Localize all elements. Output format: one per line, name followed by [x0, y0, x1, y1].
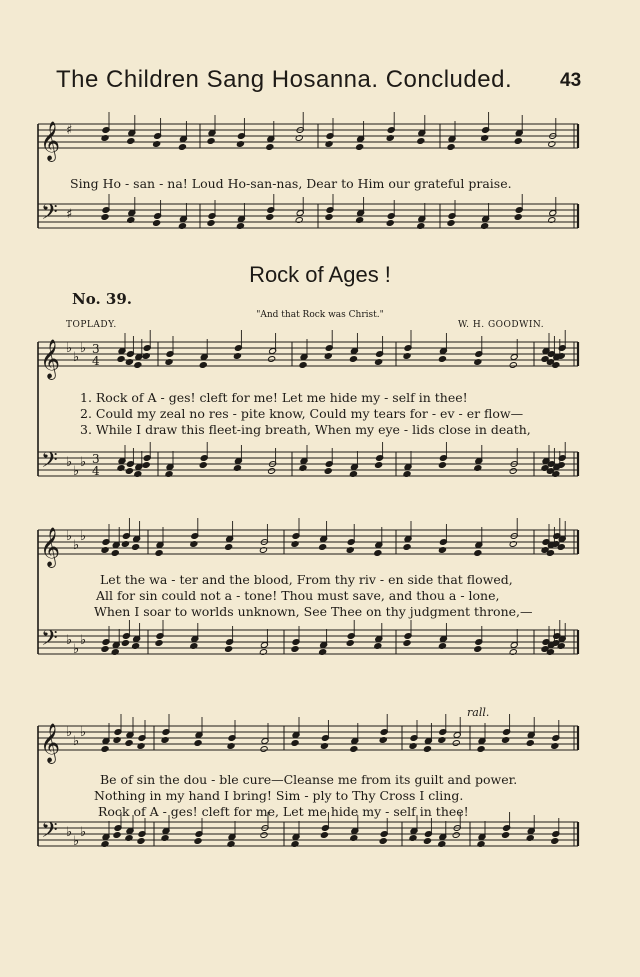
verse-2-line-2: All for sin could not a - tone! Thou must save, and thou a - lone,	[96, 588, 500, 603]
key-signature-accidental: ♭	[73, 734, 80, 749]
key-signature-accidental: ♭	[66, 825, 73, 840]
note	[502, 832, 510, 839]
key-signature-accidental: ♭	[80, 725, 87, 740]
note	[356, 144, 364, 151]
note	[225, 646, 233, 653]
note	[551, 838, 559, 845]
note	[155, 640, 163, 647]
treble-clef: 𝄞	[40, 527, 61, 567]
note	[474, 646, 482, 653]
page-number: 43	[560, 70, 582, 91]
verse-3-line-1: 3. While I draw this fleet-ing breath, When my eye - lids close in death,	[80, 422, 531, 437]
key-signature-accidental: ♭	[80, 825, 87, 840]
note	[155, 550, 163, 557]
verse-3-line-3: Rock of A - ges! cleft for me, Let me hide my - self in thee!	[98, 804, 469, 819]
page-title: The Children Sang Hosanna. Concluded.	[56, 66, 513, 93]
time-signature: 3	[92, 342, 100, 356]
note	[101, 646, 109, 653]
note	[526, 740, 534, 747]
note	[514, 138, 522, 145]
note	[417, 138, 425, 145]
note	[117, 356, 125, 363]
note	[101, 214, 109, 221]
note	[199, 362, 207, 369]
tempo-marking: rall.	[467, 706, 490, 719]
key-signature-accidental: ♭	[73, 538, 80, 553]
treble-clef: 𝄞	[40, 339, 61, 379]
time-signature: 4	[92, 354, 100, 368]
note	[514, 214, 522, 221]
half-note	[509, 468, 517, 475]
key-signature-accidental: ♭	[73, 642, 80, 657]
key-signature-accidental: ♭	[80, 455, 87, 470]
note	[207, 220, 215, 227]
key-signature-accidental: ♭	[73, 350, 80, 365]
half-note	[260, 832, 268, 839]
note	[423, 838, 431, 845]
key-signature-accidental: ♭	[80, 633, 87, 648]
note	[325, 214, 333, 221]
note	[350, 746, 358, 753]
bass-clef: 𝄢	[41, 200, 58, 230]
key-signature-accidental: ♭	[80, 529, 87, 544]
bass-clef: 𝄢	[41, 448, 58, 478]
key-signature-accidental: ♭	[66, 725, 73, 740]
key-signature-accidental: ♭	[73, 834, 80, 849]
note	[386, 220, 394, 227]
key-signature-accidental: ♭	[66, 455, 73, 470]
hymn-number: No. 39.	[72, 290, 132, 308]
note	[266, 214, 274, 221]
note	[125, 468, 133, 475]
note	[438, 462, 446, 469]
key-signature-accidental: ♯	[66, 207, 73, 222]
note	[447, 220, 455, 227]
note	[474, 550, 482, 557]
note	[423, 746, 431, 753]
note	[557, 462, 565, 469]
key-signature-accidental: ♯	[66, 123, 73, 138]
half-note	[260, 746, 268, 753]
verse-1-line-2: Let the wa - ter and the blood, From thy riv - en side that flowed,	[100, 572, 513, 587]
note	[319, 544, 327, 551]
bass-clef: 𝄢	[41, 818, 58, 848]
note	[291, 740, 299, 747]
note	[225, 544, 233, 551]
note	[207, 138, 215, 145]
time-signature: 3	[92, 452, 100, 466]
key-signature-accidental: ♭	[66, 633, 73, 648]
note	[320, 832, 328, 839]
key-signature-accidental: ♭	[73, 464, 80, 479]
verse-2-line-3: Nothing in my hand I bring! Sim - ply to Thy Cross I cling.	[94, 788, 464, 803]
half-note	[268, 468, 276, 475]
note	[178, 144, 186, 151]
note	[137, 838, 145, 845]
note	[153, 220, 161, 227]
verse-1-line-3: Be of sin the dou - ble cure—Cleanse me from its guilt and power.	[100, 772, 518, 787]
note	[199, 462, 207, 469]
note	[111, 550, 119, 557]
note	[266, 144, 274, 151]
half-note	[452, 832, 460, 839]
note	[291, 646, 299, 653]
hymn-title: Rock of Ages !	[249, 262, 391, 287]
note	[403, 640, 411, 647]
hymn-epigraph: "And that Rock was Christ."	[256, 310, 384, 320]
treble-clef: 𝄞	[40, 723, 61, 763]
note	[379, 838, 387, 845]
note	[349, 356, 357, 363]
note	[194, 838, 202, 845]
note	[142, 462, 150, 469]
bass-clef: 𝄢	[41, 626, 58, 656]
treble-clef: 𝄞	[40, 121, 61, 161]
verse-2-line-1: 2. Could my zeal no res - pite know, Could my tears for - ev - er flow—	[80, 406, 524, 421]
note	[374, 550, 382, 557]
note	[375, 462, 383, 469]
note	[134, 362, 142, 369]
composer-credit: W. H. GOODWIN.	[458, 320, 545, 330]
note	[125, 740, 133, 747]
note	[447, 144, 455, 151]
lyricist-credit: TOPLADY.	[66, 320, 117, 330]
note	[477, 746, 485, 753]
half-note	[452, 740, 460, 747]
time-signature: 4	[92, 464, 100, 478]
note	[403, 544, 411, 551]
first-piece-lyric: Sing Ho - san - na! Loud Ho-san-nas, Dear to Him our grateful praise.	[70, 176, 512, 191]
note	[324, 468, 332, 475]
verse-1-line-1: 1. Rock of A - ges! cleft for me! Let me hide my - self in thee!	[80, 390, 468, 405]
key-signature-accidental: ♭	[80, 341, 87, 356]
note	[299, 362, 307, 369]
note	[438, 356, 446, 363]
key-signature-accidental: ♭	[66, 529, 73, 544]
note	[101, 746, 109, 753]
note	[121, 640, 129, 647]
half-note	[268, 356, 276, 363]
verse-3-line-2: When I soar to worlds unknown, See Thee on thy judgment throne,—	[94, 604, 533, 619]
note	[113, 832, 121, 839]
note	[194, 740, 202, 747]
note	[132, 544, 140, 551]
note	[346, 640, 354, 647]
key-signature-accidental: ♭	[66, 341, 73, 356]
note	[127, 138, 135, 145]
half-note	[509, 362, 517, 369]
